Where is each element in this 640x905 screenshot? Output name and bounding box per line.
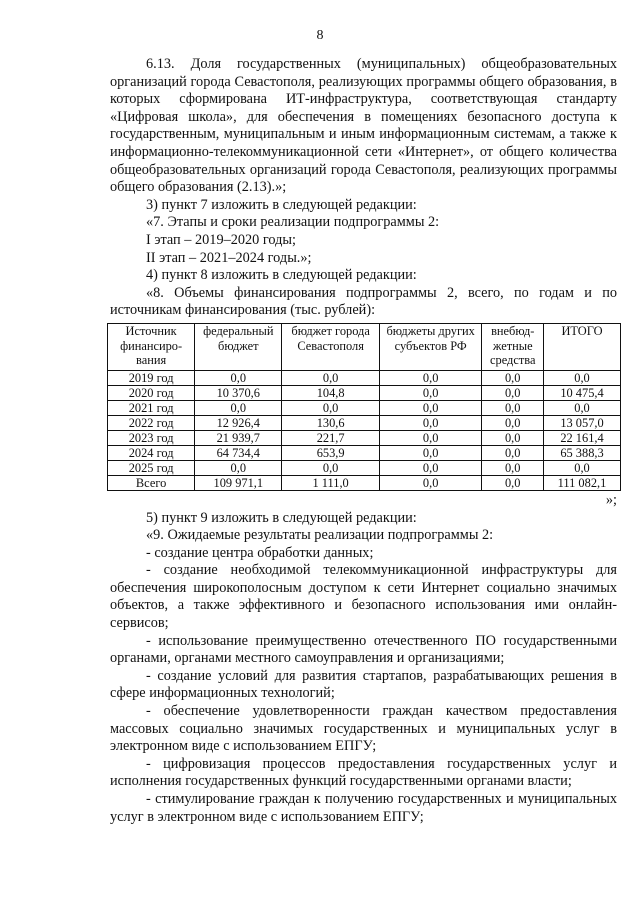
value-cell: 0,0 (195, 460, 282, 475)
value-cell: 0,0 (282, 460, 379, 475)
value-cell: 0,0 (379, 415, 482, 430)
header-cell: внебюд-жетные средства (482, 323, 544, 370)
value-cell: 0,0 (379, 370, 482, 385)
section-9-title: «9. Ожидаемые результаты реализации подпрограммы 2: (146, 527, 494, 544)
financing-table (107, 323, 621, 491)
header-cell: Источник финансиро-вания (108, 323, 195, 370)
value-cell: 0,0 (379, 460, 482, 475)
table-header-row (108, 323, 621, 370)
value-cell: 64 734,4 (195, 445, 282, 460)
value-cell: 22 161,4 (544, 430, 621, 445)
result-item: - цифровизация процессов предоставления государственных услуг и исполнения государственных функций государственными органами власти; (110, 755, 617, 790)
value-cell: 65 388,3 (544, 445, 621, 460)
result-item: - создание центра обработки данных; (146, 544, 374, 561)
value-cell: 221,7 (282, 430, 379, 445)
result-item: - создание необходимой телекоммуникационной инфраструктуры для обеспечения широкополосным доступом к сети Интернет социально значимых объектов, а также эффективного и безопасного использования ими онлайн-сервисов; (110, 562, 617, 632)
value-cell: 130,6 (282, 415, 379, 430)
value-cell: 0,0 (282, 400, 379, 415)
row-label-cell: Всего (108, 475, 195, 490)
row-label-cell: 2025 год (108, 460, 195, 475)
stage-2: II этап – 2021–2024 годы.»; (146, 249, 312, 266)
value-cell: 0,0 (544, 460, 621, 475)
row-label-cell: 2021 год (108, 400, 195, 415)
result-item: - создание условий для развития стартапов, разрабатывающих решения в сфере информационных технологий; (110, 667, 617, 702)
document-body (110, 56, 617, 826)
table-row (108, 430, 621, 445)
page-number: 8 (316, 28, 324, 43)
value-cell: 0,0 (482, 370, 544, 385)
row-label-cell: 2022 год (108, 415, 195, 430)
value-cell: 13 057,0 (544, 415, 621, 430)
value-cell: 0,0 (482, 475, 544, 490)
result-item: - использование преимущественно отечественного ПО государственными органами, органами местного самоуправления и организациями; (110, 632, 617, 667)
value-cell: 0,0 (379, 430, 482, 445)
item-5: 5) пункт 9 изложить в следующей редакции: (146, 509, 417, 526)
value-cell: 0,0 (379, 385, 482, 400)
value-cell: 0,0 (544, 370, 621, 385)
item-3: 3) пункт 7 изложить в следующей редакции: (146, 196, 417, 213)
value-cell: 0,0 (482, 385, 544, 400)
value-cell: 0,0 (379, 445, 482, 460)
section-8-title: «8. Объемы финансирования подпрограммы 2, всего, по годам и по источникам финансирования (тыс. рублей): (110, 284, 617, 319)
value-cell: 21 939,7 (195, 430, 282, 445)
value-cell: 0,0 (544, 400, 621, 415)
table-row (108, 385, 621, 400)
row-label-cell: 2023 год (108, 430, 195, 445)
header-cell: бюджеты других субъектов РФ (379, 323, 482, 370)
section-7-title: «7. Этапы и сроки реализации подпрограммы 2: (146, 214, 440, 231)
result-item: - стимулирование граждан к получению государственных и муниципальных услуг в электронном виде с использованием ЕПГУ; (110, 791, 617, 825)
value-cell: 0,0 (379, 400, 482, 415)
value-cell: 104,8 (282, 385, 379, 400)
value-cell: 10 370,6 (195, 385, 282, 400)
header-cell: федеральный бюджет (195, 323, 282, 370)
value-cell: 111 082,1 (544, 475, 621, 490)
value-cell: 0,0 (195, 370, 282, 385)
value-cell: 12 926,4 (195, 415, 282, 430)
table-row (108, 370, 621, 385)
value-cell: 0,0 (482, 400, 544, 415)
table-row (108, 415, 621, 430)
table-row (108, 445, 621, 460)
item-4: 4) пункт 8 изложить в следующей редакции: (146, 267, 417, 284)
value-cell: 0,0 (482, 460, 544, 475)
table-row (108, 475, 621, 490)
row-label-cell: 2020 год (108, 385, 195, 400)
table-closing-quote: »; (605, 491, 617, 508)
value-cell: 0,0 (482, 430, 544, 445)
stage-1: I этап – 2019–2020 годы; (146, 231, 297, 248)
value-cell: 0,0 (482, 445, 544, 460)
value-cell: 653,9 (282, 445, 379, 460)
table-row (108, 460, 621, 475)
row-label-cell: 2019 год (108, 370, 195, 385)
value-cell: 1 111,0 (282, 475, 379, 490)
value-cell: 109 971,1 (195, 475, 282, 490)
value-cell: 0,0 (195, 400, 282, 415)
value-cell: 0,0 (482, 415, 544, 430)
value-cell: 10 475,4 (544, 385, 621, 400)
header-cell: ИТОГО (544, 323, 621, 370)
table-row (108, 400, 621, 415)
row-label-cell: 2024 год (108, 445, 195, 460)
result-item: - обеспечение удовлетворенности граждан качеством предоставления массовых социально значимых государственных и муниципальных услуг в электронном виде с использованием ЕПГУ; (110, 703, 617, 755)
header-cell: бюджет города Севастополя (282, 323, 379, 370)
paragraph-6-13: 6.13. Доля государственных (муниципальных) общеобразовательных организаций города Севастополя, реализующих программы общего образования, в которых сформирована ИТ-инфраструктура, соответствующая стандарту «Цифровая школа», для обеспечения в помещениях безопасного доступа к государственным, муниципальным и иным информационным системам, а также к информационно-телекоммуникационной сети «Интернет», от общего количества общеобразовательных организаций города Севастополя, реализующих программы общего образования (2.13).»; (110, 56, 617, 196)
value-cell: 0,0 (379, 475, 482, 490)
value-cell: 0,0 (282, 370, 379, 385)
